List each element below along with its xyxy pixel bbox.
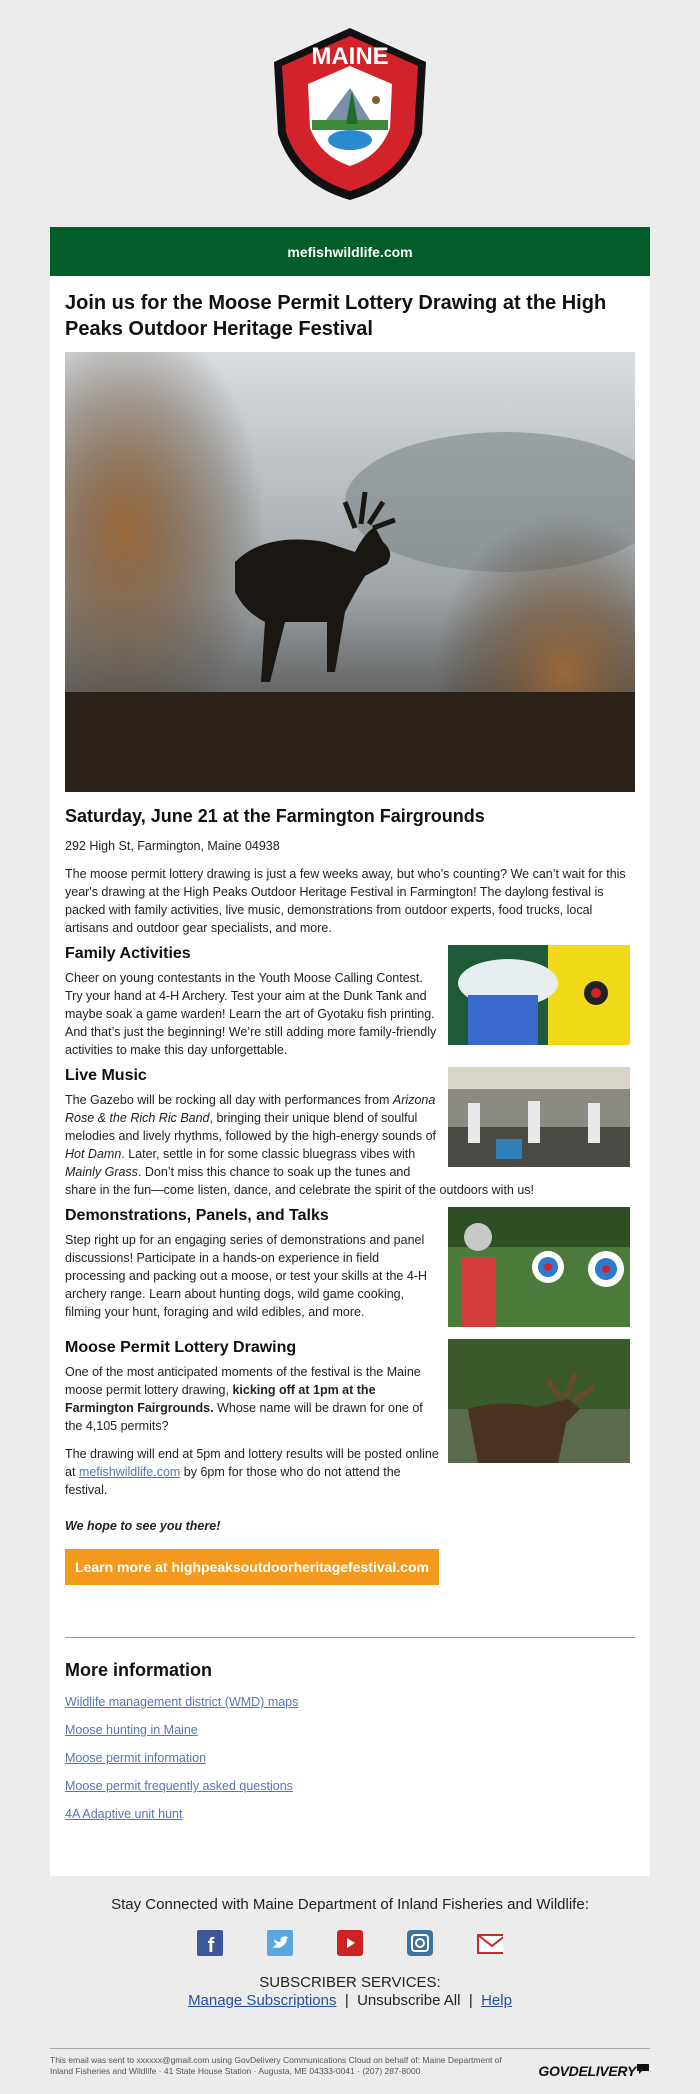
- maine-ifw-logo: [266, 24, 434, 204]
- band-arizona-rose: Arizona Rose & the Rich Ric Band: [65, 1093, 436, 1125]
- link-adaptive-hunt[interactable]: 4A Adaptive unit hunt: [65, 1807, 183, 1821]
- social-links: [0, 1930, 700, 1956]
- fine-print-area: [50, 2048, 650, 2079]
- lottery-section: [65, 1339, 635, 1499]
- govdelivery-text: GOVDELIVERY: [538, 2063, 636, 2079]
- gazebo-band-image: [448, 1067, 630, 1167]
- subscriber-services-label: SUBSCRIBER SERVICES:: [259, 1974, 441, 1991]
- archery-image: [448, 1207, 630, 1327]
- moose-in-water-image: [448, 1339, 630, 1463]
- hero-moose-image: [65, 352, 635, 792]
- fine-print: This email was sent to xxxxxx@gmail.com using GovDelivery Communications Cloud on behalf of: Maine Department of Inland Fisheries and Wildlife · 41 State House Station · Augusta, ME 04333-0041 · (207) 287-8000: [50, 2055, 502, 2076]
- youtube-icon[interactable]: [337, 1930, 363, 1956]
- results-link[interactable]: mefishwildlife.com: [78, 1465, 181, 1479]
- event-address: 292 High St, Farmington, Maine 04938: [65, 839, 280, 853]
- site-banner[interactable]: [50, 227, 650, 276]
- demonstrations-body: Step right up for an engaging series of demonstrations and panel discussions! Participate in a hands-on experience in field processing and packing out a moose, or test your skills at the 4-H archery range. Learn about hunting dogs, wild game cooking, filming your hunt, foraging and wild edibles, and more.: [65, 1233, 427, 1319]
- govdelivery-logo: [538, 2063, 650, 2079]
- band-mainly-grass: Mainly Grass: [65, 1165, 138, 1179]
- event-date-title: Saturday, June 21 at the Farmington Fairgrounds: [65, 806, 485, 826]
- facebook-icon[interactable]: [197, 1930, 223, 1956]
- live-music-title: Live Music: [65, 1067, 147, 1084]
- subscriber-services: [0, 1974, 700, 2010]
- dunk-tank-image: [448, 945, 630, 1045]
- link-permit-info[interactable]: Moose permit information: [65, 1751, 207, 1765]
- link-wmd-maps[interactable]: Wildlife management district (WMD) maps: [65, 1695, 299, 1709]
- lottery-body-1: One of the most anticipated moments of the festival is the Maine moose permit lottery drawing, kicking off at 1pm at the Farmington Fairgrounds. Whose name will be drawn for one of the 4,105 permits?: [65, 1365, 423, 1433]
- intro-paragraph: The moose permit lottery drawing is just a few weeks away, but who’s counting? We can’t wait for this year's drawing at the High Peaks Outdoor Heritage Festival in Farmington! The daylong festival is packed with family activities, live music, demonstrations from outdoor experts, food trucks, local artisans and outdoor gear specialists, and more.: [65, 867, 626, 935]
- email-icon[interactable]: [477, 1930, 503, 1956]
- unsubscribe-all-link[interactable]: Unsubscribe All: [357, 1992, 461, 2009]
- help-link[interactable]: Help: [481, 1992, 512, 2009]
- festival-cta-button[interactable]: Learn more at highpeaksoutdoorheritagefestival.com: [65, 1549, 439, 1585]
- lottery-body-2: The drawing will end at 5pm and lottery results will be posted online at mefishwildlife.com by 6pm for those who do not attend the festival.: [65, 1447, 439, 1497]
- logo-area: [0, 0, 700, 227]
- stay-connected-text: Stay Connected with Maine Department of Inland Fisheries and Wildlife:: [111, 1896, 589, 1913]
- banner-link[interactable]: mefishwildlife.com: [287, 243, 413, 260]
- lottery-kickoff-time: kicking off at 1pm at the Farmington Fairgrounds.: [65, 1383, 376, 1415]
- footer: [0, 1896, 700, 2010]
- divider: [65, 1637, 635, 1638]
- separator: |: [344, 1992, 349, 2009]
- family-activities-body: Cheer on young contestants in the Youth Moose Calling Contest. Try your hand at 4-H Archery. Test your aim at the Dunk Tank and maybe soak a game warden! Learn the art of Gyotaku fish printing. And that’s just the beginning! We’re still adding more family-friendly activities to make this day unforgettable.: [65, 971, 437, 1057]
- manage-subscriptions-link[interactable]: Manage Subscriptions: [188, 1992, 337, 2009]
- live-music-body: The Gazebo will be rocking all day with performances from Arizona Rose & the Rich Ric Band, bringing their unique blend of soulful melodies and lively rhythms, followed by the high-energy sounds of Hot Damn. Later, settle in for some classic bluegrass vibes with Mainly Grass. Don’t miss this chance to soak up the tunes and share in the fun—come listen, dance, and celebrate the spirit of the outdoors with us!: [65, 1093, 535, 1197]
- content-card: [50, 276, 650, 1876]
- more-info-title: More information: [65, 1660, 212, 1680]
- headline: Join us for the Moose Permit Lottery Drawing at the High Peaks Outdoor Heritage Festival: [65, 292, 607, 340]
- svg-text:f: f: [207, 1935, 215, 1956]
- more-info-links: [65, 1695, 635, 1821]
- band-hot-damn: Hot Damn: [65, 1147, 122, 1161]
- live-music-section: [65, 1067, 635, 1199]
- logo-title: MAINE: [311, 42, 389, 70]
- link-permit-faq[interactable]: Moose permit frequently asked questions: [65, 1779, 293, 1793]
- instagram-icon[interactable]: [407, 1930, 433, 1956]
- family-activities-section: [65, 945, 635, 1059]
- separator: |: [468, 1992, 473, 2009]
- link-moose-hunting[interactable]: Moose hunting in Maine: [65, 1723, 198, 1737]
- twitter-icon[interactable]: [267, 1930, 293, 1956]
- lottery-title: Moose Permit Lottery Drawing: [65, 1339, 297, 1356]
- chat-bubble-icon: [636, 2063, 650, 2075]
- demonstrations-section: [65, 1207, 635, 1331]
- hope-to-see-you: We hope to see you there!: [65, 1519, 221, 1533]
- demonstrations-title: Demonstrations, Panels, and Talks: [65, 1207, 329, 1224]
- family-activities-title: Family Activities: [65, 945, 191, 962]
